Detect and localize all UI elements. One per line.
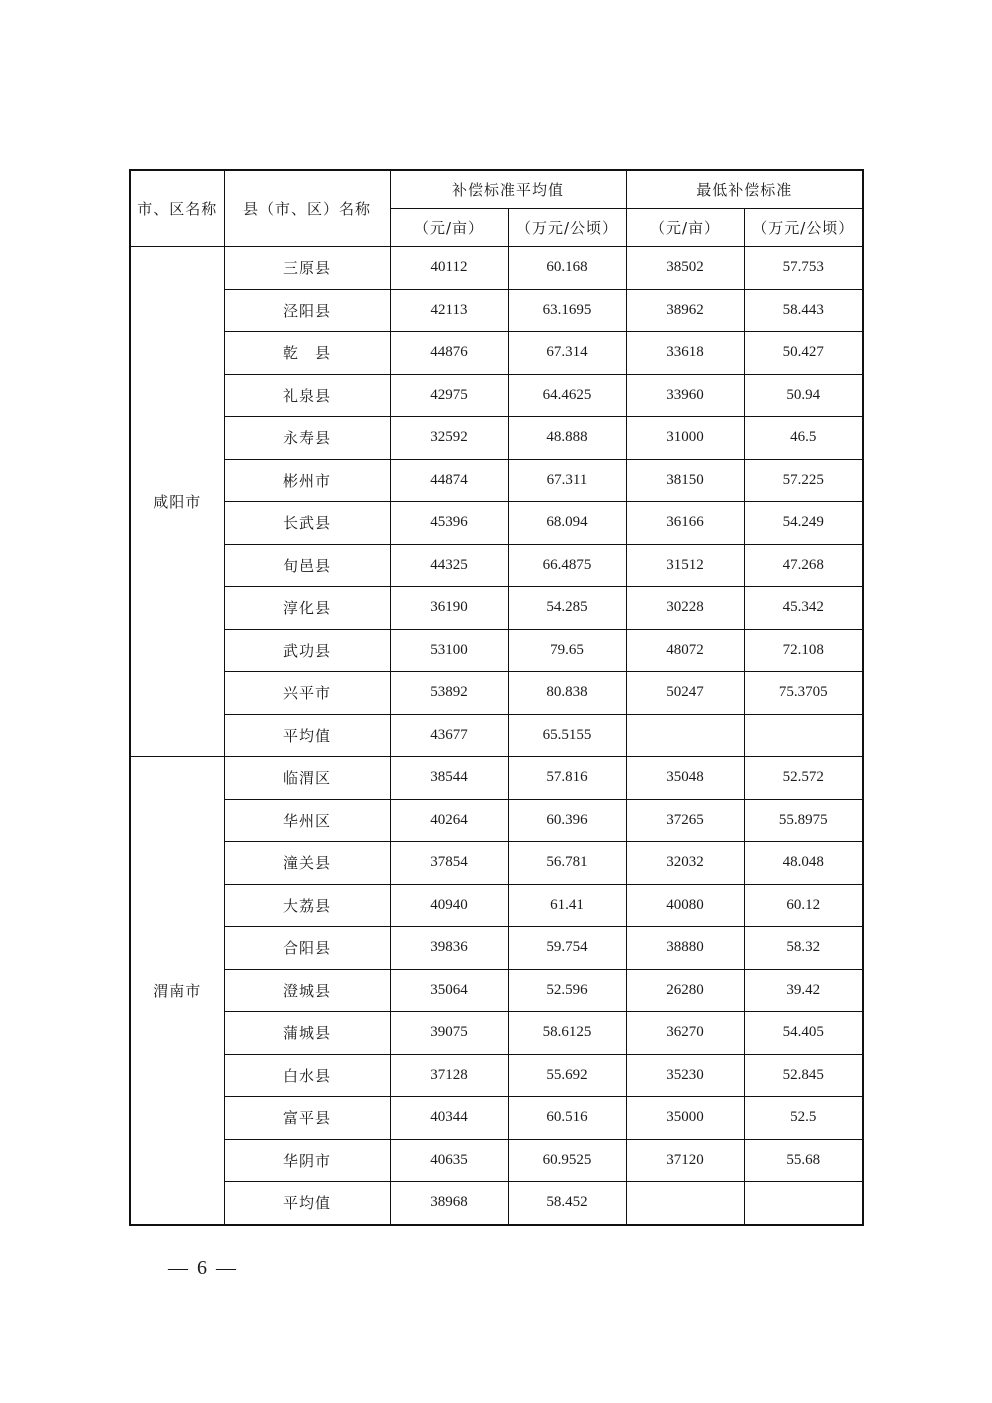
avg-yuan-per-mu-cell: 44876	[390, 332, 508, 375]
avg-unit-yuan-mu-header: （元/亩）	[390, 209, 508, 247]
min-wan-per-hectare-cell: 50.94	[744, 374, 863, 417]
avg-wan-per-hectare-cell: 60.396	[508, 799, 626, 842]
county-name-cell: 旬邑县	[224, 544, 390, 587]
avg-wan-per-hectare-cell: 48.888	[508, 417, 626, 460]
min-yuan-per-mu-cell: 40080	[626, 884, 744, 927]
table-body	[130, 247, 863, 1225]
avg-wan-per-hectare-cell: 56.781	[508, 842, 626, 885]
avg-yuan-per-mu-cell: 53100	[390, 629, 508, 672]
table-row	[130, 1097, 863, 1140]
min-yuan-per-mu-cell: 36166	[626, 502, 744, 545]
avg-wan-per-hectare-cell: 66.4875	[508, 544, 626, 587]
county-name-cell: 三原县	[224, 247, 390, 290]
min-yuan-per-mu-cell	[626, 714, 744, 757]
avg-wan-per-hectare-cell: 67.311	[508, 459, 626, 502]
min-wan-per-hectare-cell	[744, 714, 863, 757]
county-name-cell: 临渭区	[224, 757, 390, 800]
city-name-cell: 咸阳市	[130, 247, 224, 757]
avg-wan-per-hectare-cell: 63.1695	[508, 289, 626, 332]
avg-wan-per-hectare-cell: 59.754	[508, 927, 626, 970]
min-wan-per-hectare-cell: 58.443	[744, 289, 863, 332]
avg-yuan-per-mu-cell: 40344	[390, 1097, 508, 1140]
page-number: — 6 —	[168, 1257, 238, 1279]
county-name-cell: 蒲城县	[224, 1012, 390, 1055]
table-row	[130, 629, 863, 672]
table-row	[130, 672, 863, 715]
min-wan-per-hectare-cell: 58.32	[744, 927, 863, 970]
min-yuan-per-mu-cell: 32032	[626, 842, 744, 885]
table-row	[130, 757, 863, 800]
min-wan-per-hectare-cell: 39.42	[744, 969, 863, 1012]
table-row	[130, 374, 863, 417]
min-wan-per-hectare-cell: 54.249	[744, 502, 863, 545]
county-name-cell: 富平县	[224, 1097, 390, 1140]
county-name-cell: 合阳县	[224, 927, 390, 970]
table-row	[130, 1182, 863, 1225]
min-yuan-per-mu-cell: 38502	[626, 247, 744, 290]
county-name-cell: 大荔县	[224, 884, 390, 927]
avg-wan-per-hectare-cell: 64.4625	[508, 374, 626, 417]
avg-yuan-per-mu-cell: 53892	[390, 672, 508, 715]
avg-yuan-per-mu-cell: 40635	[390, 1139, 508, 1182]
avg-wan-per-hectare-cell: 67.314	[508, 332, 626, 375]
min-yuan-per-mu-cell: 33618	[626, 332, 744, 375]
avg-yuan-per-mu-cell: 45396	[390, 502, 508, 545]
table-row	[130, 544, 863, 587]
min-yuan-per-mu-cell: 31000	[626, 417, 744, 460]
table-row	[130, 332, 863, 375]
table-row	[130, 1054, 863, 1097]
avg-wan-per-hectare-cell: 52.596	[508, 969, 626, 1012]
min-yuan-per-mu-cell: 36270	[626, 1012, 744, 1055]
min-yuan-per-mu-cell: 31512	[626, 544, 744, 587]
avg-wan-per-hectare-cell: 60.516	[508, 1097, 626, 1140]
min-standard-group-header: 最低补偿标准	[626, 170, 863, 209]
min-wan-per-hectare-cell: 52.845	[744, 1054, 863, 1097]
min-yuan-per-mu-cell: 33960	[626, 374, 744, 417]
table-row	[130, 1012, 863, 1055]
table-row	[130, 969, 863, 1012]
min-yuan-per-mu-cell: 48072	[626, 629, 744, 672]
table-row	[130, 247, 863, 290]
table-row	[130, 459, 863, 502]
table-row	[130, 502, 863, 545]
min-yuan-per-mu-cell: 37120	[626, 1139, 744, 1182]
avg-yuan-per-mu-cell: 37854	[390, 842, 508, 885]
table-row	[130, 289, 863, 332]
min-yuan-per-mu-cell: 38150	[626, 459, 744, 502]
city-column-header: 市、区名称	[130, 170, 224, 247]
table-row	[130, 799, 863, 842]
min-wan-per-hectare-cell: 72.108	[744, 629, 863, 672]
min-wan-per-hectare-cell: 57.753	[744, 247, 863, 290]
min-yuan-per-mu-cell: 38880	[626, 927, 744, 970]
min-wan-per-hectare-cell: 52.5	[744, 1097, 863, 1140]
min-wan-per-hectare-cell: 47.268	[744, 544, 863, 587]
avg-yuan-per-mu-cell: 40264	[390, 799, 508, 842]
avg-yuan-per-mu-cell: 39075	[390, 1012, 508, 1055]
county-name-cell: 平均值	[224, 714, 390, 757]
avg-yuan-per-mu-cell: 37128	[390, 1054, 508, 1097]
min-yuan-per-mu-cell: 26280	[626, 969, 744, 1012]
table-row	[130, 842, 863, 885]
avg-wan-per-hectare-cell: 58.6125	[508, 1012, 626, 1055]
avg-yuan-per-mu-cell: 38968	[390, 1182, 508, 1225]
min-yuan-per-mu-cell: 35000	[626, 1097, 744, 1140]
avg-wan-per-hectare-cell: 60.9525	[508, 1139, 626, 1182]
min-wan-per-hectare-cell	[744, 1182, 863, 1225]
avg-unit-wan-ha-header: （万元/公顷）	[508, 209, 626, 247]
min-wan-per-hectare-cell: 55.68	[744, 1139, 863, 1182]
avg-yuan-per-mu-cell: 38544	[390, 757, 508, 800]
min-unit-wan-ha-header: （万元/公顷）	[744, 209, 863, 247]
min-wan-per-hectare-cell: 46.5	[744, 417, 863, 460]
avg-wan-per-hectare-cell: 65.5155	[508, 714, 626, 757]
table-row	[130, 587, 863, 630]
avg-yuan-per-mu-cell: 32592	[390, 417, 508, 460]
county-name-cell: 泾阳县	[224, 289, 390, 332]
avg-yuan-per-mu-cell: 36190	[390, 587, 508, 630]
table-row	[130, 417, 863, 460]
county-name-cell: 礼泉县	[224, 374, 390, 417]
avg-yuan-per-mu-cell: 43677	[390, 714, 508, 757]
county-name-cell: 兴平市	[224, 672, 390, 715]
county-name-cell: 乾 县	[224, 332, 390, 375]
min-wan-per-hectare-cell: 50.427	[744, 332, 863, 375]
county-column-header: 县（市、区）名称	[224, 170, 390, 247]
avg-yuan-per-mu-cell: 42975	[390, 374, 508, 417]
county-name-cell: 彬州市	[224, 459, 390, 502]
header-row-1	[130, 170, 863, 209]
county-name-cell: 平均值	[224, 1182, 390, 1225]
avg-wan-per-hectare-cell: 61.41	[508, 884, 626, 927]
avg-yuan-per-mu-cell: 35064	[390, 969, 508, 1012]
avg-yuan-per-mu-cell: 39836	[390, 927, 508, 970]
min-yuan-per-mu-cell: 37265	[626, 799, 744, 842]
county-name-cell: 淳化县	[224, 587, 390, 630]
table-row	[130, 714, 863, 757]
avg-wan-per-hectare-cell: 55.692	[508, 1054, 626, 1097]
min-yuan-per-mu-cell: 35048	[626, 757, 744, 800]
county-name-cell: 华阴市	[224, 1139, 390, 1182]
county-name-cell: 永寿县	[224, 417, 390, 460]
avg-wan-per-hectare-cell: 54.285	[508, 587, 626, 630]
county-name-cell: 澄城县	[224, 969, 390, 1012]
min-yuan-per-mu-cell	[626, 1182, 744, 1225]
avg-wan-per-hectare-cell: 68.094	[508, 502, 626, 545]
min-wan-per-hectare-cell: 55.8975	[744, 799, 863, 842]
county-name-cell: 白水县	[224, 1054, 390, 1097]
table-row	[130, 1139, 863, 1182]
avg-wan-per-hectare-cell: 80.838	[508, 672, 626, 715]
table-row	[130, 884, 863, 927]
min-wan-per-hectare-cell: 48.048	[744, 842, 863, 885]
avg-yuan-per-mu-cell: 44325	[390, 544, 508, 587]
avg-standard-group-header: 补偿标准平均值	[390, 170, 626, 209]
min-yuan-per-mu-cell: 35230	[626, 1054, 744, 1097]
county-name-cell: 武功县	[224, 629, 390, 672]
avg-wan-per-hectare-cell: 58.452	[508, 1182, 626, 1225]
avg-yuan-per-mu-cell: 40112	[390, 247, 508, 290]
min-wan-per-hectare-cell: 52.572	[744, 757, 863, 800]
min-yuan-per-mu-cell: 38962	[626, 289, 744, 332]
min-wan-per-hectare-cell: 60.12	[744, 884, 863, 927]
table-row	[130, 927, 863, 970]
city-name-cell: 渭南市	[130, 757, 224, 1225]
min-yuan-per-mu-cell: 50247	[626, 672, 744, 715]
min-wan-per-hectare-cell: 45.342	[744, 587, 863, 630]
avg-yuan-per-mu-cell: 40940	[390, 884, 508, 927]
county-name-cell: 潼关县	[224, 842, 390, 885]
min-unit-yuan-mu-header: （元/亩）	[626, 209, 744, 247]
min-wan-per-hectare-cell: 54.405	[744, 1012, 863, 1055]
avg-yuan-per-mu-cell: 42113	[390, 289, 508, 332]
min-wan-per-hectare-cell: 57.225	[744, 459, 863, 502]
avg-yuan-per-mu-cell: 44874	[390, 459, 508, 502]
avg-wan-per-hectare-cell: 60.168	[508, 247, 626, 290]
min-wan-per-hectare-cell: 75.3705	[744, 672, 863, 715]
compensation-table	[129, 169, 864, 1226]
avg-wan-per-hectare-cell: 79.65	[508, 629, 626, 672]
county-name-cell: 华州区	[224, 799, 390, 842]
county-name-cell: 长武县	[224, 502, 390, 545]
min-yuan-per-mu-cell: 30228	[626, 587, 744, 630]
avg-wan-per-hectare-cell: 57.816	[508, 757, 626, 800]
